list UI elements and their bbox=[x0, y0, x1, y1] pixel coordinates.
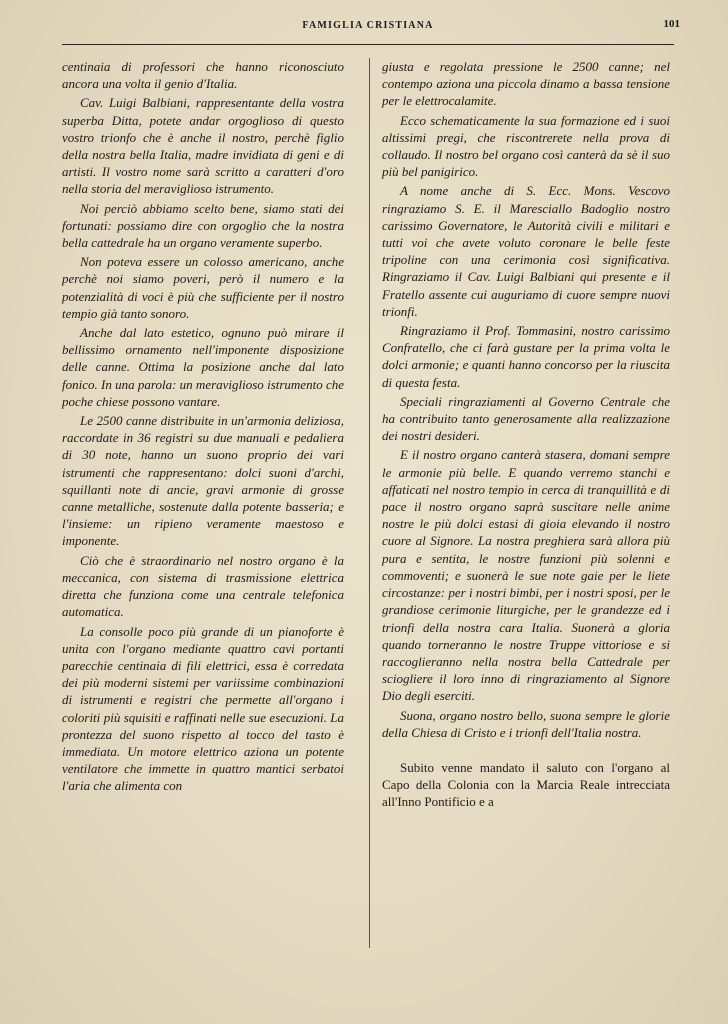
paragraph: Noi perciò abbiamo scelto bene, siamo stati dei fortunati: possiamo dire con orgoglio che la nostra bella cattedrale ha un organo veramente superbo. bbox=[62, 200, 344, 251]
paragraph: centinaia di professori che hanno riconosciuto ancora una volta il genio d'Italia. bbox=[62, 59, 344, 92]
paragraph: Ecco schematicamente la sua formazione ed i suoi altissimi pregi, che riscontrerete nella prova di collaudo. Il nostro bel organo così canterà da sè il suo più bel panigirico. bbox=[382, 112, 670, 180]
paragraph: Speciali ringraziamenti al Governo Centrale che ha contribuito tanto generosamente alla realizzazione dei nostri desideri. bbox=[382, 393, 670, 444]
running-title: FAMIGLIA CRISTIANA bbox=[302, 20, 434, 31]
paragraph: Non poteva essere un colosso americano, anche perchè noi siamo poveri, però il numero e la potenzialità di voci è più che sufficiente per il nostro tempio già tanto sonoro. bbox=[62, 254, 344, 321]
paragraph: Ringraziamo il Prof. Tommasini, nostro carissimo Confratello, che ci farà gustare per la prima volta le dolci armonie; e quanti hanno concorso per la riuscita di questa festa. bbox=[382, 323, 670, 390]
paragraph: Ciò che è straordinario nel nostro organo è la meccanica, con sistema di trasmissione elettrica diretta che funziona come una centrale telefonica automatica. bbox=[62, 552, 344, 620]
page-header bbox=[62, 16, 680, 42]
paragraph: E il nostro organo canterà stasera, domani sempre le armonie più belle. E quando verremo stanchi e affaticati nel nostro tempio in cerca di tranquillità e di pace il nostro organo saprà suscitare nelle anime nostre le più dolci estasi di gioia elevando il nostro cuore al Signore. La nostra preghiera sarà allora più pura e sentita, le nostre funzioni più solenni e commoventi; e suonerà le sue note gaie per le liete circostanze: per i nostri bimbi, per i nostri sposi, per le grandiose cerimonie liturgiche, per le grandezze ed i trionfi della nostra cara Italia. Suonerà a gloria quando torneranno le nostre Truppe vittoriose e si raccoglieranno nella nostra bella Cattedrale per sciogliere il loro inno di ringraziamento al Signore Dio degli eserciti. bbox=[382, 447, 670, 704]
paragraph: Suona, organo nostro bello, suona sempre le glorie della Chiesa di Cristo e i trionfi dell'Italia nostra. bbox=[382, 707, 670, 740]
left-column bbox=[62, 58, 344, 797]
paragraph: A nome anche di S. Ecc. Mons. Vescovo ringraziamo S. E. il Maresciallo Badoglio nostro carissimo Governatore, le Autorità civili e militari e tutti voi che avete voluto coronare le belle feste tripoline con una cerimonia così significativa. Ringraziamo il Cav. Luigi Balbiani qui presente e il Fratello assente cui auguriamo di cuore sempre nuovi trionfi. bbox=[382, 183, 670, 319]
paragraph: Le 2500 canne distribuite in un'armonia deliziosa, raccordate in 36 registri su due manuali e pedaliera di 30 note, hanno un suono proprio dei vari istrumenti che rappresentano: dolci suoni d'archi, squillanti note di ancie, gravi armonie di grosse canne metalliche, sostenute dalla potente basseria; e l'insieme: un ripieno veramente maestoso e imponente. bbox=[62, 413, 344, 549]
header-rule bbox=[62, 44, 674, 45]
paragraph: Anche dal lato estetico, ognuno può mirare il bellissimo ornamento nell'imponente disposizione delle canne. Ottima la posizione anche dal lato fonico. In una parola: un meraviglioso istrumento che poche chiese possono vantare. bbox=[62, 325, 344, 409]
paragraph: giusta e regolata pressione le 2500 canne; nel contempo aziona una piccola dinamo a bassa tensione per le elettrocalamite. bbox=[382, 59, 670, 109]
right-column bbox=[382, 58, 670, 813]
paragraph: La consolle poco più grande di un pianoforte è unita con l'organo mediante quattro cavi portanti parecchie centinaia di fili elettrici, essa è corredata dei più moderni sistemi per variissime combinazioni di istrumenti e registri che permette all'organo i coloriti più squisiti e raffinati nelle sue esecuzioni. La prontezza del suono rispetto al tocco del tasto è immediata. Un motore elettrico aziona un potente ventilatore che immette in quattro mantici serbatoi l'aria che alimenta con bbox=[62, 623, 344, 794]
paragraph: Cav. Luigi Balbiani, rappresentante della vostra superba Ditta, potete andar orgoglioso di questo vostro trionfo che è anche il nostro, perchè figlio della nostra bella Italia, madre invidiata di geni e di artisti. Il vostro nome sarà scritto a caratteri d'oro nella storia del meraviglioso istrumento. bbox=[62, 95, 344, 197]
page-number: 101 bbox=[663, 18, 680, 30]
closing-paragraph: Subito venne mandato il saluto con l'organo al Capo della Colonia con la Marcia Reale intrecciata all'Inno Pontificio e a bbox=[382, 759, 670, 810]
column-divider bbox=[369, 58, 370, 948]
